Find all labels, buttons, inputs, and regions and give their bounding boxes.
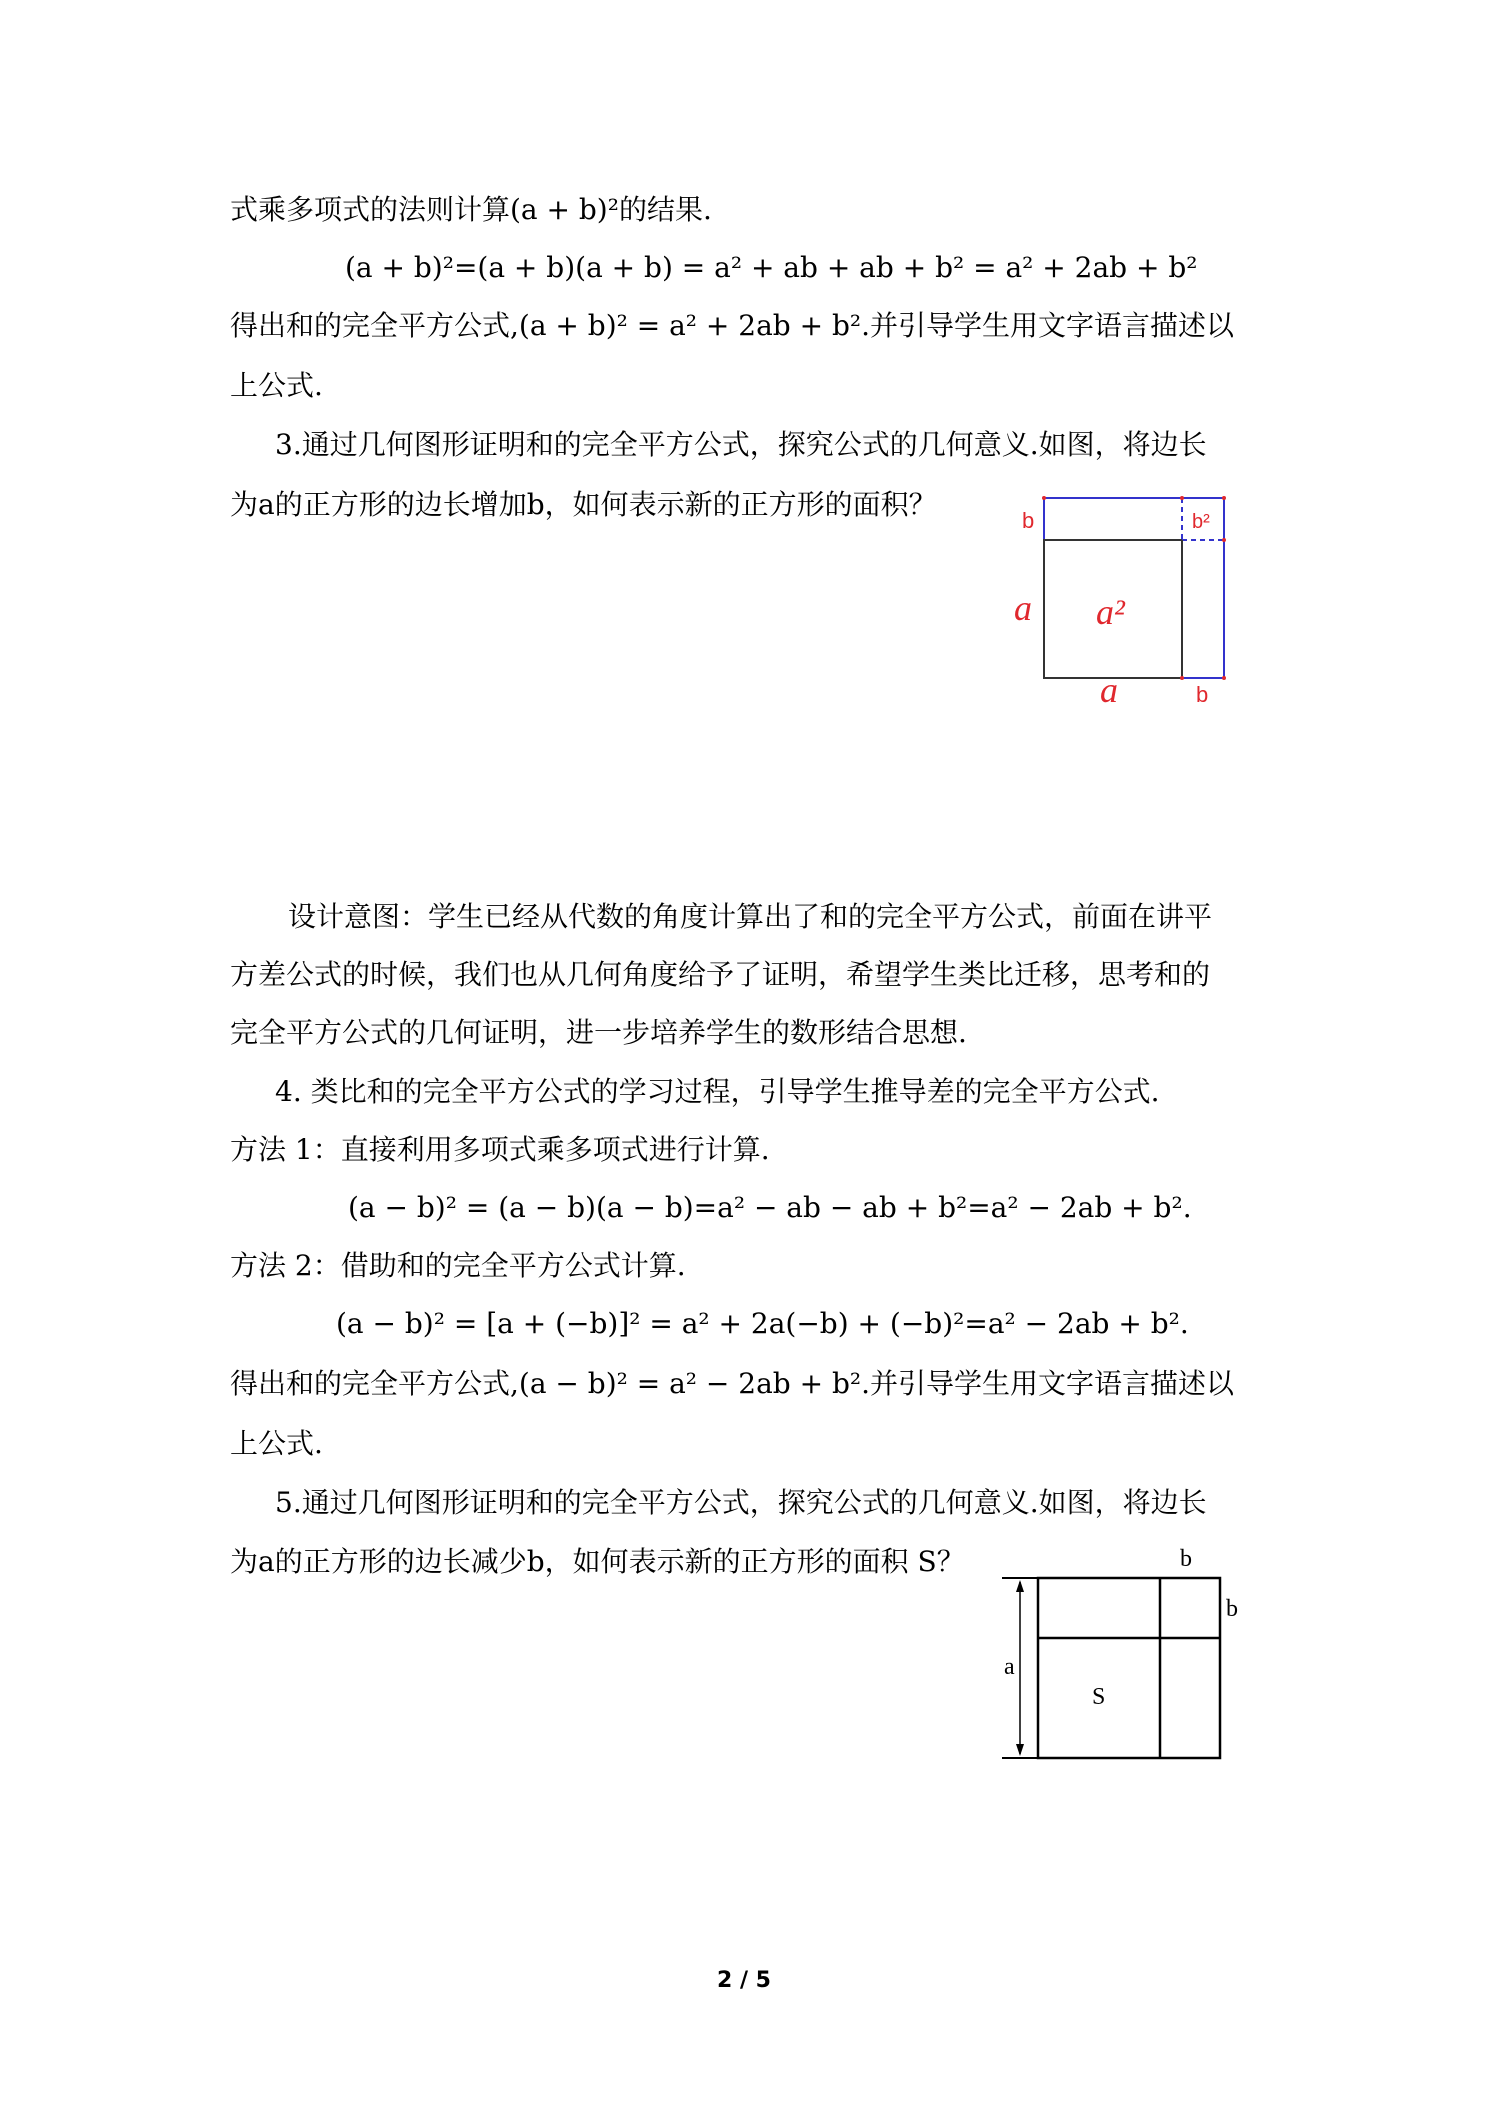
figure-square-decrease [996,1540,1256,1770]
step4-method-2: 方法 2：借助和的完全平方公式计算. [230,1249,686,1282]
corner-dot [1222,538,1226,542]
label-a-left: a [1014,588,1032,628]
corner-dot [1180,496,1184,500]
arrow-down-icon [1016,1744,1024,1756]
label-a2: a² [1096,592,1125,632]
page-number: 2 / 5 [717,1968,771,1993]
sum-result-line-2: 上公式. [230,369,323,402]
label-a-bottom: a [1100,670,1118,708]
step5-line-2: 为a的正方形的边长减少b，如何表示新的正方形的面积 S？ [230,1545,965,1578]
diff-result-line-2: 上公式. [230,1427,323,1460]
diff-result-line-1: 得出和的完全平方公式,(a − b)² = a² − 2ab + b².并引导学生用文字语言描述以 [230,1367,1235,1400]
label-s: S [1092,1684,1106,1710]
step3-line-2: 为a的正方形的边长增加b，如何表示新的正方形的面积？ [230,488,937,521]
step4-method-1: 方法 1：直接利用多项式乘多项式进行计算. [230,1133,770,1166]
label-b-top: b [1022,508,1035,533]
label-a-left: a [1004,1654,1015,1680]
figure-square-increase [1000,488,1260,708]
arrow-up-icon [1016,1580,1024,1592]
formula-sum-expand: (a + b)²=(a + b)(a + b) = a² + ab + ab + b² = a² + 2ab + b² [345,251,1198,284]
step4-line-1: 4. 类比和的完全平方公式的学习过程，引导学生推导差的完全平方公式. [275,1075,1160,1108]
formula-diff-method1: (a − b)² = (a − b)(a − b)=a² − ab − ab + b²=a² − 2ab + b². [348,1191,1192,1224]
outer-square [1038,1578,1220,1758]
step3-line-1: 3.通过几何图形证明和的完全平方公式，探究公式的几何意义.如图，将边长 [275,428,1207,461]
label-b2: b² [1192,511,1210,533]
corner-dot [1180,676,1184,680]
corner-dot [1042,496,1046,500]
label-b-bottom: b [1196,682,1209,707]
corner-dot [1222,496,1226,500]
corner-dot [1222,676,1226,680]
design-line-1: 设计意图：学生已经从代数的角度计算出了和的完全平方公式，前面在讲平 [288,900,1213,933]
design-line-3: 完全平方公式的几何证明，进一步培养学生的数形结合思想. [230,1016,967,1049]
intro-line-1: 式乘多项式的法则计算(a + b)²的结果. [230,193,712,226]
label-b-top: b [1180,1546,1192,1572]
step5-line-1: 5.通过几何图形证明和的完全平方公式，探究公式的几何意义.如图，将边长 [275,1486,1207,1519]
sum-result-line-1: 得出和的完全平方公式,(a + b)² = a² + 2ab + b².并引导学生用文字语言描述以 [230,309,1235,342]
formula-diff-method2: (a − b)² = [a + (−b)]² = a² + 2a(−b) + (−b)²=a² − 2ab + b². [336,1307,1189,1340]
design-line-2: 方差公式的时候，我们也从几何角度给予了证明，希望学生类比迁移，思考和的 [230,958,1211,991]
label-b-right: b [1226,1596,1238,1622]
